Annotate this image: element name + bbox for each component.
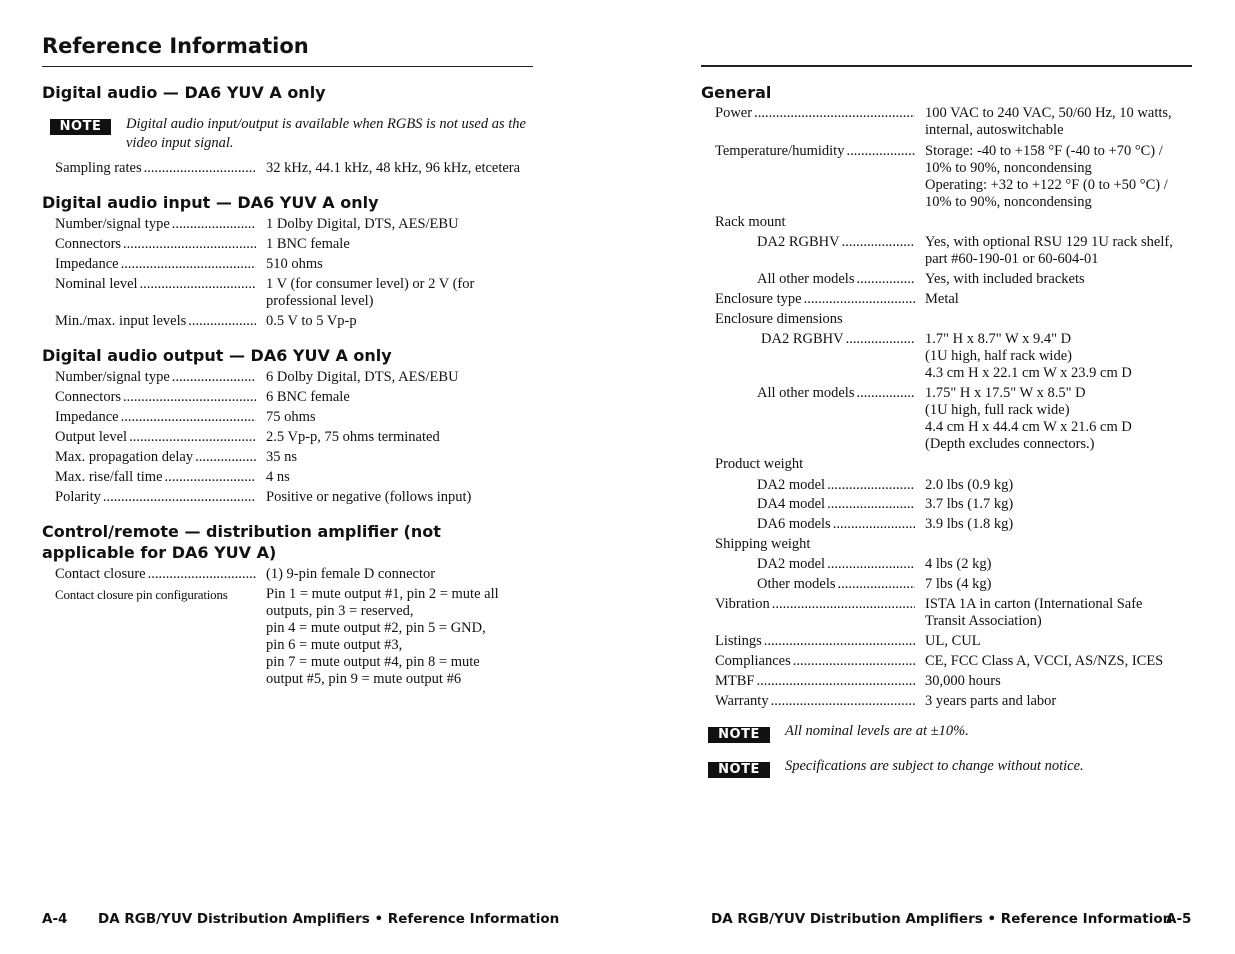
section-title-line: Control/remote — distribution amplifier (not [42, 522, 441, 541]
spec-value: 1.7" H x 8.7" W x 9.4" D (1U high, half rack wide) 4.3 cm H x 22.1 cm W x 23.9 cm D [925, 331, 1132, 381]
left-footer-text: DA RGB/YUV Distribution Amplifiers • Reference Information [98, 911, 560, 927]
spec-label: Contact closure pin configurations [55, 587, 228, 602]
note-badge: NOTE [708, 727, 770, 743]
note-badge: NOTE [708, 762, 770, 778]
spec-label: MTBF [715, 673, 755, 689]
spec-label: Max. rise/fall time [55, 469, 163, 485]
spec-value: ISTA 1A in carton (International Safe Transit Association) [925, 596, 1143, 629]
spec-value: 6 Dolby Digital, DTS, AES/EBU [266, 369, 459, 385]
spec-value: 7 lbs (4 kg) [925, 576, 992, 592]
spec-value: 1 BNC female [266, 236, 350, 252]
spec-value: 0.5 V to 5 Vp-p [266, 313, 357, 329]
left-footer-page-number: A-4 [42, 911, 68, 927]
spec-value: 3.9 lbs (1.8 kg) [925, 516, 1014, 532]
pin-line: output #5, pin 9 = mute output #6 [266, 671, 462, 687]
spec-value: 4 ns [266, 469, 290, 485]
section-digital-audio-title: Digital audio — DA6 YUV A only [42, 83, 326, 102]
spec-value: Yes, with optional RSU 129 1U rack shelf, part #60-190-01 or 60-604-01 [925, 234, 1173, 267]
spec-label: Number/signal type [55, 369, 170, 385]
spec-value: 100 VAC to 240 VAC, 50/60 Hz, 10 watts, internal, autoswitchable [925, 105, 1172, 138]
spec-label: Rack mount [715, 214, 786, 230]
spec-value: Metal [925, 291, 959, 307]
spec-label: Contact closure [55, 566, 146, 582]
right-footer-text: DA RGB/YUV Distribution Amplifiers • Reference Information [711, 911, 1173, 927]
spec-label: Other models [757, 576, 836, 592]
spec-label: Connectors [55, 236, 122, 252]
spec-value: 1 V (for consumer level) or 2 V (for professional level) [266, 276, 475, 309]
spec-value: 4 lbs (2 kg) [925, 556, 992, 572]
section-digital-audio-output-title: Digital audio output — DA6 YUV A only [42, 346, 392, 365]
spec-label: Product weight [715, 456, 804, 472]
spec-value: 35 ns [266, 449, 298, 465]
spec-label: DA6 models [757, 516, 831, 532]
note-text: Specifications are subject to change without notice. [785, 758, 1084, 774]
spec-value [266, 586, 531, 688]
spec-label: Listings [715, 633, 762, 649]
spec-label: Impedance [55, 256, 119, 272]
pin-line: pin 7 = mute output #4, pin 8 = mute [266, 654, 480, 670]
spec-label: Shipping weight [715, 536, 811, 552]
spec-value: 1 Dolby Digital, DTS, AES/EBU [266, 216, 459, 232]
spec-value: 2.0 lbs (0.9 kg) [925, 477, 1014, 493]
spec-value: 2.5 Vp-p, 75 ohms terminated [266, 429, 440, 445]
spec-label: Connectors [55, 389, 122, 405]
spec-label: Output level [55, 429, 128, 445]
spec-label: Number/signal type [55, 216, 170, 232]
spec-value: UL, CUL [925, 633, 981, 649]
spec-label: Sampling rates [55, 160, 142, 176]
spec-value: (1) 9-pin female D connector [266, 566, 436, 582]
pin-line: Pin 1 = mute output #1, pin 2 = mute all [266, 586, 499, 602]
spec-label: Compliances [715, 653, 791, 669]
spec-value: Storage: -40 to +158 °F (-40 to +70 °C) / 10% to 90%, noncondensing Operating: +32 to +122 °F (0 to +50 °C) / 10% to 90%, noncondensing [925, 143, 1168, 210]
left-page-title: Reference Information [42, 34, 309, 58]
spec-value: 32 kHz, 44.1 kHz, 48 kHz, 96 kHz, etcetera [266, 160, 521, 176]
spec-label: DA2 RGBHV [761, 331, 844, 347]
spec-label: Vibration [715, 596, 770, 612]
right-top-rule [701, 65, 1192, 67]
spec-label: DA4 model [757, 496, 826, 512]
spec-value: Positive or negative (follows input) [266, 489, 472, 505]
spec-label: Polarity [55, 489, 101, 505]
spec-value: 30,000 hours [925, 673, 1001, 689]
pin-line: outputs, pin 3 = reserved, [266, 603, 414, 619]
spec-value: Yes, with included brackets [925, 271, 1085, 287]
section-digital-audio-input-title: Digital audio input — DA6 YUV A only [42, 193, 379, 212]
spec-label: Min./max. input levels [55, 313, 187, 329]
note-text: Digital audio input/output is available when RGBS is not used as the video input signal. [126, 116, 526, 151]
spec-label: DA2 model [757, 477, 826, 493]
spec-label: Temperature/humidity [715, 143, 845, 159]
spec-label: Power [715, 105, 753, 121]
note-text: All nominal levels are at ±10%. [785, 723, 969, 739]
spec-value: 75 ohms [266, 409, 316, 425]
spec-label: Max. propagation delay [55, 449, 194, 465]
spec-label: Impedance [55, 409, 119, 425]
spec-value: CE, FCC Class A, VCCI, AS/NZS, ICES [925, 653, 1164, 669]
spec-label: DA2 RGBHV [757, 234, 840, 250]
note-badge: NOTE [50, 119, 111, 135]
spec-value: 3 years parts and labor [925, 693, 1057, 709]
spec-label: Enclosure type [715, 291, 802, 307]
spec-label: Enclosure dimensions [715, 311, 843, 327]
pin-line: pin 4 = mute output #2, pin 5 = GND, [266, 620, 486, 636]
section-title-line: applicable for DA6 YUV A) [42, 543, 277, 562]
left-title-rule [42, 66, 533, 67]
spec-value: 510 ohms [266, 256, 323, 272]
spec-label: DA2 model [757, 556, 826, 572]
spec-value: 6 BNC female [266, 389, 350, 405]
spec-label: All other models [757, 385, 855, 401]
spec-label: All other models [757, 271, 855, 287]
spec-label: Nominal level [55, 276, 138, 292]
right-footer-page-number: A-5 [1166, 911, 1192, 927]
spec-label: Warranty [715, 693, 769, 709]
section-general-title: General [701, 83, 772, 102]
section-control-remote-title [42, 521, 441, 563]
pin-line: pin 6 = mute output #3, [266, 637, 403, 653]
spec-value: 1.75" H x 17.5" W x 8.5" D (1U high, full rack wide) 4.4 cm H x 44.4 cm W x 21.6 cm D (Depth excludes connectors.) [925, 385, 1132, 452]
spec-value: 3.7 lbs (1.7 kg) [925, 496, 1014, 512]
